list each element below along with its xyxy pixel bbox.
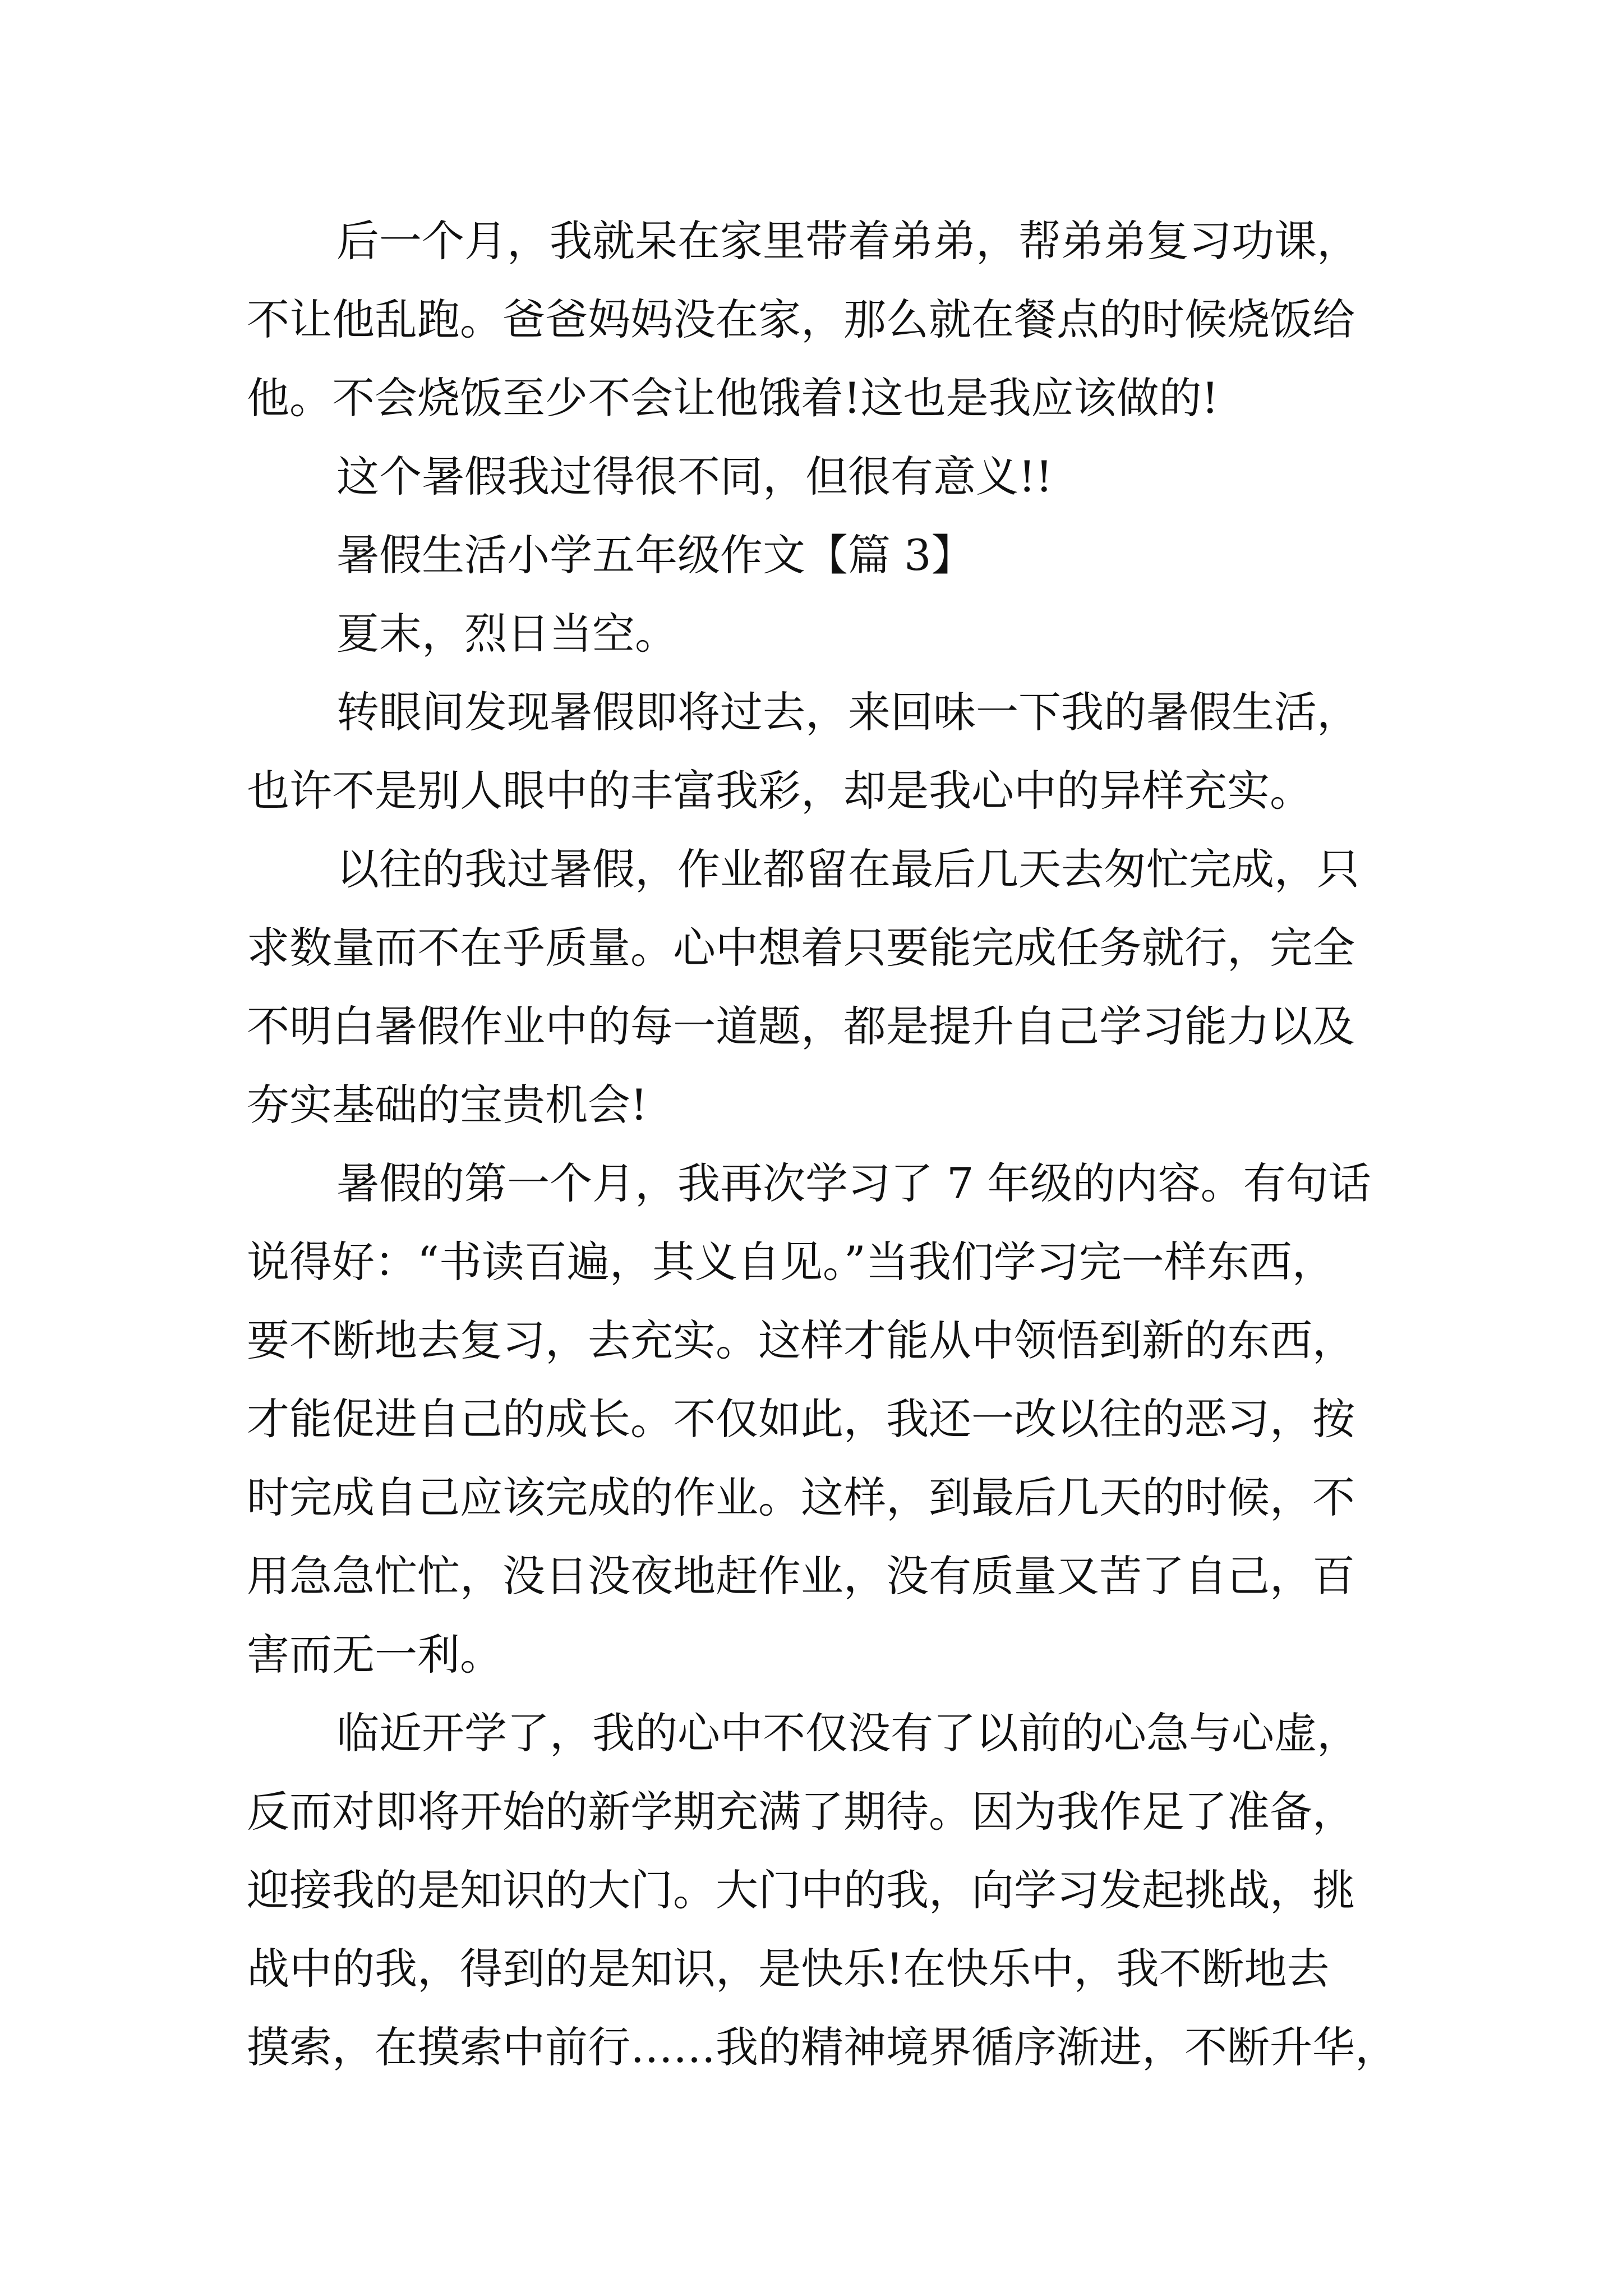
section-heading: 暑假生活小学五年级作文【篇 3】 bbox=[336, 530, 974, 580]
paragraph-line: 不明白暑假作业中的每一道题，都是提升自己学习能力以及 bbox=[247, 1001, 1355, 1051]
paragraph-line: 害而无一利。 bbox=[247, 1630, 502, 1680]
paragraph-line: 这个暑假我过得很不同，但很有意义!! bbox=[336, 452, 1053, 501]
paragraph-line: 夯实基础的宝贵机会! bbox=[247, 1080, 648, 1130]
paragraph-line: 求数量而不在乎质量。心中想着只要能完成任务就行，完全 bbox=[247, 923, 1355, 973]
paragraph-line: 时完成自己应该完成的作业。这样，到最后几天的时候，不 bbox=[247, 1473, 1355, 1522]
paragraph-line: 他。不会烧饭至少不会让他饿着!这也是我应该做的! bbox=[247, 373, 1219, 423]
paragraph-line: 战中的我，得到的是知识，是快乐!在快乐中，我不断地去 bbox=[247, 1944, 1330, 1994]
paragraph-line: 用急急忙忙，没日没夜地赶作业，没有质量又苦了自己，百 bbox=[247, 1551, 1355, 1601]
paragraph-line: 迎接我的是知识的大门。大门中的我，向学习发起挑战，挑 bbox=[247, 1865, 1355, 1915]
paragraph-line: 说得好：“书读百遍，其义自见。”当我们学习完一样东西， bbox=[247, 1237, 1335, 1287]
paragraph-line: 暑假的第一个月，我再次学习了 7 年级的内容。有句话 bbox=[336, 1158, 1371, 1208]
paragraph-line: 后一个月，我就呆在家里带着弟弟，帮弟弟复习功课， bbox=[336, 216, 1359, 266]
paragraph-line: 也许不是别人眼中的丰富我彩，却是我心中的异样充实。 bbox=[247, 766, 1312, 816]
paragraph-line: 反而对即将开始的新学期充满了期待。因为我作足了准备， bbox=[247, 1787, 1355, 1837]
paragraph-line: 不让他乱跑。爸爸妈妈没在家，那么就在餐点的时候烧饭给 bbox=[247, 295, 1355, 344]
paragraph-line: 夏末，烈日当空。 bbox=[336, 609, 677, 659]
paragraph-line: 才能促进自己的成长。不仅如此，我还一改以往的恶习，按 bbox=[247, 1394, 1355, 1444]
paragraph-line: 要不断地去复习，去充实。这样才能从中领悟到新的东西， bbox=[247, 1315, 1355, 1365]
paragraph-line: 以往的我过暑假，作业都留在最后几天去匆忙完成，只 bbox=[336, 844, 1359, 894]
paragraph-line: 摸索，在摸索中前行……我的精神境界循序渐进，不断升华， bbox=[247, 2022, 1398, 2072]
paragraph-line: 临近开学了，我的心中不仅没有了以前的心急与心虚， bbox=[336, 1708, 1359, 1758]
paragraph-line: 转眼间发现暑假即将过去，来回味一下我的暑假生活， bbox=[336, 687, 1359, 737]
